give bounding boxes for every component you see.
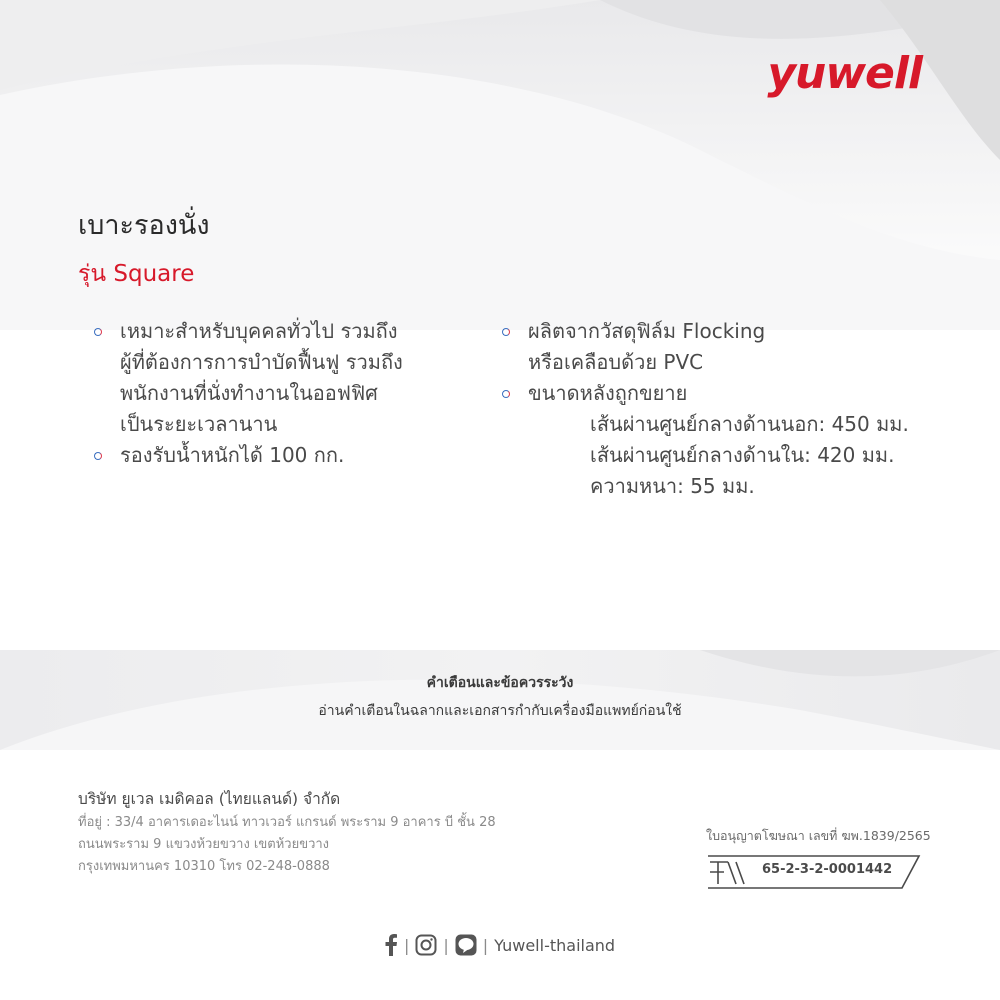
yuwell-logo: yuwell (767, 48, 922, 99)
warning-band (0, 650, 1000, 750)
line-icon[interactable] (455, 934, 477, 956)
divider: | (482, 935, 489, 955)
facebook-icon[interactable] (384, 934, 398, 956)
feature-item: รองรับน้ำหนักได้ 100 กก. (92, 440, 472, 471)
company-address-line: ที่อยู่ : 33/4 อาคารเดอะไนน์ ทาวเวอร์ แกรนด์ พระราม 9 อาคาร บี ชั้น 28 (78, 815, 496, 830)
features-left (92, 316, 472, 471)
ad-permit-text: ใบอนุญาตโฆษณา เลขที่ ฆพ.1839/2565 (706, 828, 931, 843)
divider: | (404, 935, 410, 955)
company-address-line: ถนนพระราม 9 แขวงห้วยขวาง เขตห้วยขวาง (78, 837, 330, 852)
feature-item: ผลิตจากวัสดุฟิล์ม Flocking หรือเคลือบด้วย PVC (500, 316, 940, 378)
warning-text: อ่านคำเตือนในฉลากและเอกสารกำกับเครื่องมือแพทย์ก่อนใช้ (318, 703, 682, 719)
fda-logo-icon (710, 862, 744, 884)
company-name: บริษัท ยูเวล เมดิคอล (ไทยแลนด์) จำกัด (78, 790, 341, 808)
bullet-icon (502, 390, 510, 398)
bullet-icon (94, 328, 102, 336)
warning-title: คำเตือนและข้อควรระวัง (426, 675, 574, 691)
product-title: เบาะรองนั่ง (78, 210, 210, 241)
bullet-icon (94, 452, 102, 460)
bullet-icon (502, 328, 510, 336)
company-address-line: กรุงเทพมหานคร 10310 โทร 02-248-0888 (78, 859, 330, 874)
feature-item: ขนาดหลังถูกขยาย เส้นผ่านศูนย์กลางด้านนอก: 450 มม. เส้นผ่านศูนย์กลางด้านใน: 420 มม. ความหนา: 55 มม. (500, 378, 940, 502)
social-bar (384, 932, 615, 958)
features-right (500, 316, 940, 502)
divider: | (443, 935, 449, 955)
product-model: รุ่น Square (78, 261, 195, 287)
instagram-icon[interactable] (415, 934, 437, 956)
fda-number: 65-2-3-2-0001442 (762, 862, 893, 877)
dimension-inner: เส้นผ่านศูนย์กลางด้านใน: 420 มม. (590, 443, 895, 467)
dimension-thickness: ความหนา: 55 มม. (590, 474, 755, 498)
social-handle[interactable]: Yuwell-thailand (494, 935, 616, 955)
dimension-outer: เส้นผ่านศูนย์กลางด้านนอก: 450 มม. (590, 412, 909, 436)
feature-item: เหมาะสำหรับบุคคลทั่วไป รวมถึง ผู้ที่ต้องการการบำบัดฟื้นฟู รวมถึง พนักงานที่นั่งทำงานในออฟฟิศ เป็นระยะเวลานาน (92, 316, 472, 440)
